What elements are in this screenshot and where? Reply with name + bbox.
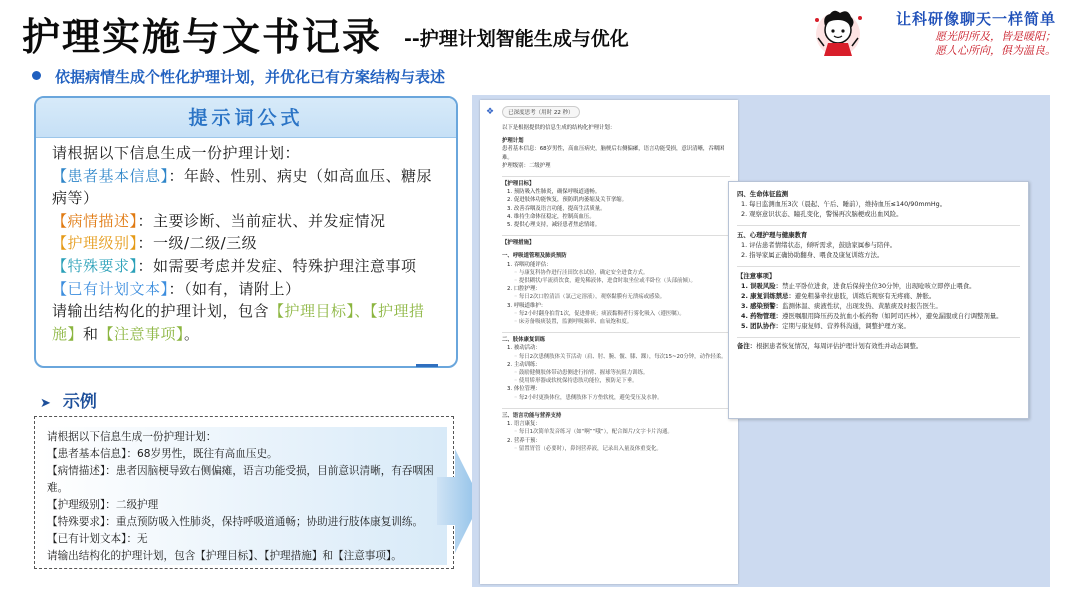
note-label: 5. 团队协作： [741,322,783,330]
notes-tag: 【注意事项】 [737,272,776,280]
notes-list [737,281,1020,331]
list-item: 2. 营养干预： [507,437,541,444]
keyword-notes: 【注意事项】 [98,324,185,343]
formula-value: ：（如有，请附上） [168,279,301,298]
plan-basic-info: 患者基本信息：68岁男性，高血压病史，脑梗后右侧偏瘫，语言功能受损，意识清晰，吞咽困难。 [502,146,725,161]
formula-value: ：主要诊断、当前症状、并发症情况 [137,211,386,230]
note-label: 2. 康复训练禁忌： [741,292,795,300]
list-item: 1. 语言康复： [507,421,541,428]
section-heading: 四、生命体征监测 [737,190,789,198]
list-item [737,321,1020,331]
formula-output-prefix: 请输出结构化的护理计划，包含 [52,302,270,321]
example-line: 【患者基本信息】：68岁男性，既往有高血压史。 [47,448,278,460]
note-label: 3. 感染预警： [741,302,783,310]
prompt-formula-card [34,96,458,368]
example-prompt-box [34,416,454,569]
example-line: 【特殊要求】：重点预防吸入性肺炎，保持呼吸道通畅；协助进行肢体康复训练。 [47,516,424,528]
sub-list-item: ◦ 每2小时翻身拍背1次，促进排痰；痰液黏稠者行雾化吸入（遵医嘱）。 [514,310,685,317]
formula-body [36,138,456,345]
list-item: 1. 吞咽功能评估： [507,261,552,268]
page-subtitle: --护理计划智能生成与优化 [404,28,629,50]
example-line: 【护理级别】：二级护理 [47,499,159,511]
deep-thinking-chip[interactable]: 已深度思考（用时 22 秒） [502,106,580,118]
formula-heading: 提示词公式 [36,98,456,138]
keyword-existing-plan: 【已有计划文本】 [52,279,169,298]
bullet-dot-icon [32,71,41,80]
keyword-special-requirements: 【特殊要求】 [52,256,138,275]
section-list [502,261,730,327]
response-intro: 以下是根据提供的信息生成的结构化护理计划： [502,125,616,131]
note-text: 定期与康复师、营养科沟通，调整护理方案。 [782,322,910,330]
list-item: 2. 促进肢体功能恢复，预防肌肉萎缩及关节挛缩。 [507,197,628,204]
example-line: 【病情描述】：患者因脑梗导致右侧偏瘫，语言功能受损，目前意识清晰，有吞咽困难。 [47,465,434,494]
list-item [737,281,1020,291]
list-item: 1. 预防吸入性肺炎，确保呼吸道通畅。 [507,189,601,196]
list-item: 2. 口腔护理： [507,286,541,293]
formula-intro: 请根据以下信息生成一份护理计划： [52,144,301,162]
formula-end: 。 [184,324,200,343]
response-toolbar [480,100,738,124]
list-item: 3. 体位管理： [507,386,541,393]
list-item: 2. 主动训练： [507,361,541,368]
sub-list-item: ◦ 每日2次口腔清洁（氯己定溶液），观察黏膜有无溃疡或感染。 [514,294,666,301]
sub-list-item: ◦ 提供糊状/半流质饮食，避免稀液体，进食时取坐位或半卧位（头部前倾）。 [514,278,696,285]
formula-value: ：一级/二级/三级 [137,234,258,253]
keyword-basic-info: 【患者基本信息】 [52,166,169,185]
keyword-care-level: 【护理级别】 [52,234,138,253]
list-item: 4. 维持生命体征稳定，控制高血压。 [507,213,595,220]
remark-text: 根据患者恢复情况，每周评估护理计划有效性并动态调整。 [756,342,923,350]
note-label: 4. 药物管理： [741,312,783,320]
section-heading: 一、呼吸道管理及肺炎预防 [502,253,567,260]
example-heading [40,387,97,412]
sub-list-item: ◦ 每日1次简单发音练习（如“啊”“哦”），配合图片/文字卡片沟通。 [514,429,673,436]
note-label: 1. 误吸风险： [741,282,783,290]
example-line: 请输出结构化的护理计划，包含【护理目标】、【护理措施】和【注意事项】。 [47,550,402,562]
list-item [737,291,1020,301]
page-title: 护理实施与文书记录 [22,15,383,59]
sub-list-item: ◦ 床旁备吸痰装置，监测呼吸频率、血氧饱和度。 [514,319,633,326]
list-item [737,311,1020,321]
formula-connector: 和 [83,324,99,343]
example-line: 请根据以下信息生成一份护理计划： [47,431,217,443]
goals-tag: 【护理目标】 [502,176,730,188]
section-list [502,344,730,401]
note-text: 遵医嘱服用降压药及抗血小板药物（如阿司匹林），避免漏服或自行调整剂量。 [782,312,1003,320]
formula-value: ：如需要考虑并发症、特殊护理注意事项 [137,256,417,275]
measures-tag: 【护理措施】 [502,235,730,247]
list-item: 1. 被动活动： [507,345,541,352]
section-heading: 二、肢体康复训练 [502,332,730,344]
list-item: 1. 每日监测血压3次（晨起、午后、睡前），维持血压≤140/90mmHg。 [741,200,947,208]
list-item [737,301,1020,311]
sub-list-item: ◦ 使用矫形器或软枕保持患肢功能位，预防足下垂。 [514,378,638,385]
cartoon-mascot-icon [808,4,868,60]
note-text: 监测体温、痰液性状，出现发热、黄脓痰及时报告医生。 [782,302,942,310]
note-text: 避免粗暴牵拉患肢，训练后观察有无疼痛、肿胀。 [794,292,936,300]
keyword-condition: 【病情描述】 [52,211,138,230]
goals-list [502,188,730,229]
divider [737,266,1020,267]
section-heading: 三、语言功能与营养支持 [502,408,730,420]
sub-list-item: ◦ 与康复科协作进行洼田饮水试验，确定安全进食方式。 [514,269,649,276]
remark [737,341,1020,351]
section-list [737,240,1020,260]
list-item: 3. 改善吞咽及语言功能，提高生活质量。 [507,205,606,212]
section-list [502,420,730,453]
section-bullet [32,66,445,87]
sub-list-item: ◦ 每日2次患侧肢体关节活动（肩、肘、腕、髋、膝、踝），每次15~20分钟，动作轻柔。 [514,353,727,360]
section-heading: 五、心理护理与健康教育 [737,225,1020,240]
remark-label: 备注： [737,342,757,350]
keyword-measures: 【护理措施】 [52,302,425,343]
example-line: 【已有计划文本】：无 [47,533,148,545]
list-item: 5. 提供心理支持，减轻患者焦虑情绪。 [507,222,601,229]
list-item: 2. 指导家属正确协助翻身、喂食及康复训练方法。 [741,251,884,259]
note-text: 禁止平卧位进食，进食后保持坐位30分钟，出现呛咳立即停止喂食。 [782,282,976,290]
sub-list-item: ◦ 鼓励健侧肢体带动患侧进行抬臂、握球等抗阻力训练。 [514,370,649,377]
list-item: 2. 观察意识状态、瞳孔变化，警惕再次脑梗或出血风险。 [741,210,903,218]
decorative-underline [416,364,438,367]
assistant-logo-icon: ❖ [486,107,495,117]
section-list [737,199,1020,219]
response-content [480,124,738,453]
plan-care-level: 护理级别：二级护理 [502,162,551,169]
list-item: 1. 评估患者情绪状态，倾听需求，鼓励家属参与陪伴。 [741,241,897,249]
divider [737,337,1020,338]
example-heading-text: 示例 [62,392,97,412]
triangle-right-icon: ➤ [40,396,51,411]
keyword-goals: 【护理目标】、 [269,302,371,321]
sub-list-item: ◦ 每2小时更换体位，患侧肢体下方垫软枕，避免受压及水肿。 [514,394,663,401]
ai-response-page [480,100,738,584]
bullet-text: 依据病情生成个性化护理计划，并优化已有方案结构与表述 [55,68,446,86]
sub-list-item: ◦ 留置胃管（必要时），鼻饲营养液，记录出入量及体重变化。 [514,445,662,452]
response-continuation-card [728,181,1029,419]
slogan-line: 愿人心所向，俱为温良。 [935,44,1056,57]
slogan-poem [878,30,1056,58]
plan-title: 护理计划 [502,138,524,145]
example-text [41,427,453,565]
slogan-main: 让科研像聊天一样简单 [895,10,1056,28]
list-item: 3. 呼吸道维护： [507,302,547,309]
slogan-line: 愿光阴所及，皆是暖阳； [935,30,1056,43]
formula-value: ：年龄、性别、病史（如高血压、糖尿病等） [52,166,433,208]
